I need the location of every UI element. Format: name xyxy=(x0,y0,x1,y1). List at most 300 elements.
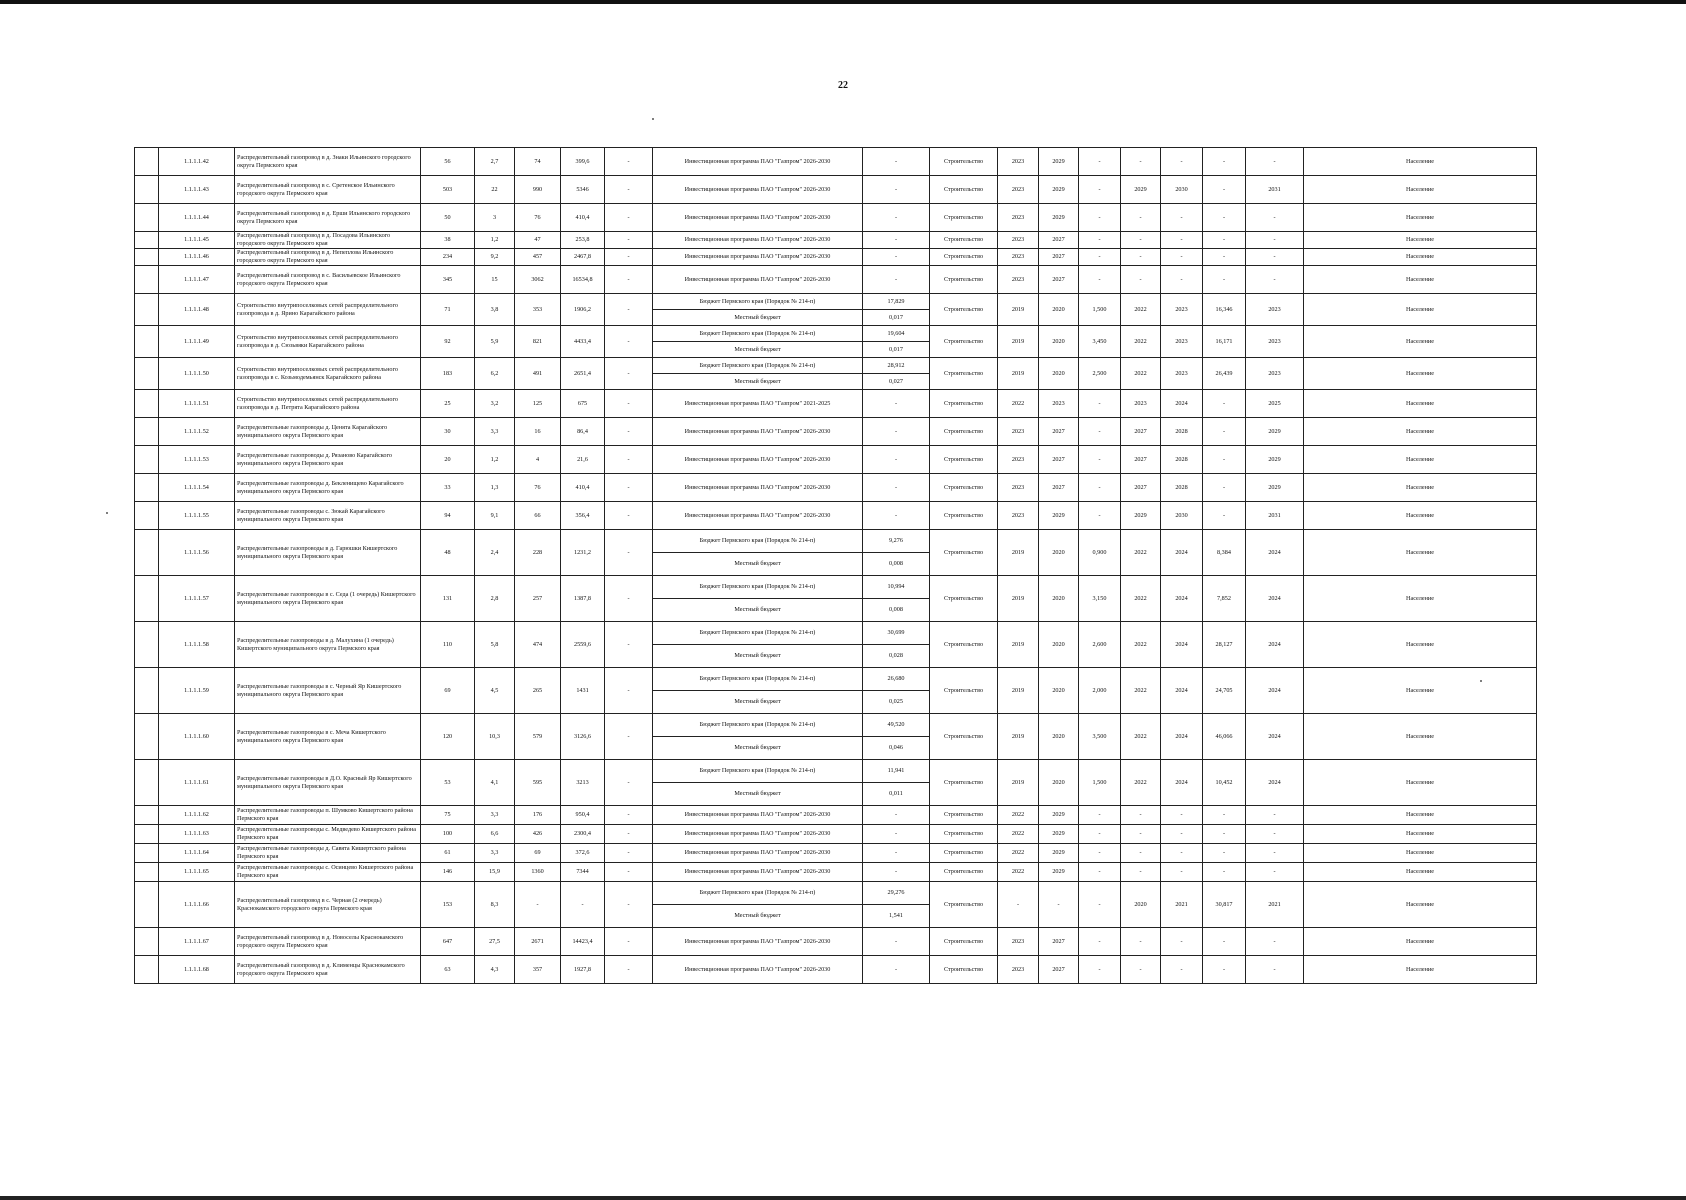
consumption-cell: 257 xyxy=(515,576,561,622)
consumption-cell: 595 xyxy=(515,760,561,806)
object-name-cell: Строительство внутрипоселковых сетей распределительного газопровода в с. Козьмодемьянск Карагайского района xyxy=(235,358,421,390)
design-funding-cell: - xyxy=(1079,176,1121,204)
cost-cell: 1431 xyxy=(561,668,605,714)
item-number-cell: 1.1.1.1.65 xyxy=(159,863,235,882)
mark-cell: - xyxy=(605,266,653,294)
construction-funding-cell: 10,452 xyxy=(1203,760,1246,806)
object-name-cell: Распределительные газопроводы в д. Гарюшки Кишертского муниципального округа Пермского края xyxy=(235,530,421,576)
construction-funding-cell: - xyxy=(1203,844,1246,863)
funding-source-cell: Бюджет Пермского края (Порядок № 214-п) xyxy=(653,760,863,783)
funding-source-cell: Инвестиционная программа ПАО "Газпром" 2026-2030 xyxy=(653,232,863,249)
length-cell: 345 xyxy=(421,266,475,294)
blank-cell xyxy=(135,294,159,326)
table-row xyxy=(135,956,1537,984)
blank-cell xyxy=(135,249,159,266)
item-number-cell: 1.1.1.1.54 xyxy=(159,474,235,502)
construction-end-year-cell: - xyxy=(1161,928,1203,956)
item-number-cell: 1.1.1.1.49 xyxy=(159,326,235,358)
pressure-cell: 3,3 xyxy=(475,418,515,446)
item-number-cell: 1.1.1.1.61 xyxy=(159,760,235,806)
funding-amount-cell: - xyxy=(863,825,930,844)
pressure-cell: 2,8 xyxy=(475,576,515,622)
cost-cell: 3126,6 xyxy=(561,714,605,760)
funding-source-cell: Бюджет Пермского края (Порядок № 214-п) xyxy=(653,622,863,645)
blank-cell xyxy=(135,760,159,806)
construction-funding-cell: 28,127 xyxy=(1203,622,1246,668)
length-cell: 234 xyxy=(421,249,475,266)
funding-amount-cell: - xyxy=(863,232,930,249)
funding-amount-cell: 28,912 xyxy=(863,358,930,374)
design-start-year-cell: - xyxy=(998,882,1039,928)
construction-funding-cell: - xyxy=(1203,176,1246,204)
commissioning-year-cell: - xyxy=(1246,148,1304,176)
design-end-year-cell: 2027 xyxy=(1039,928,1079,956)
design-start-year-cell: 2023 xyxy=(998,232,1039,249)
design-start-year-cell: 2023 xyxy=(998,249,1039,266)
construction-end-year-cell: 2030 xyxy=(1161,176,1203,204)
design-end-year-cell: 2029 xyxy=(1039,176,1079,204)
object-name-cell: Строительство внутрипоселковых сетей распределительного газопровода в д. Ярино Карагайского района xyxy=(235,294,421,326)
item-number-cell: 1.1.1.1.59 xyxy=(159,668,235,714)
funding-source-cell: Бюджет Пермского края (Порядок № 214-п) xyxy=(653,530,863,553)
consumption-cell: 3062 xyxy=(515,266,561,294)
construction-funding-cell: - xyxy=(1203,390,1246,418)
length-cell: 71 xyxy=(421,294,475,326)
table-row xyxy=(135,928,1537,956)
funding-amount-cell: - xyxy=(863,956,930,984)
cost-cell: 372,6 xyxy=(561,844,605,863)
object-name-cell: Распределительный газопровод в д. Новоселы Краснокамского городского округа Пермского края xyxy=(235,928,421,956)
consumption-cell: 176 xyxy=(515,806,561,825)
blank-cell xyxy=(135,502,159,530)
cost-cell: 399,6 xyxy=(561,148,605,176)
design-end-year-cell: 2027 xyxy=(1039,266,1079,294)
length-cell: 94 xyxy=(421,502,475,530)
funding-amount-cell: - xyxy=(863,844,930,863)
funding-source-cell: Инвестиционная программа ПАО "Газпром" 2026-2030 xyxy=(653,956,863,984)
commissioning-year-cell: - xyxy=(1246,863,1304,882)
funding-amount-cell: - xyxy=(863,266,930,294)
mark-cell: - xyxy=(605,668,653,714)
item-number-cell: 1.1.1.1.44 xyxy=(159,204,235,232)
cost-cell: 2559,6 xyxy=(561,622,605,668)
blank-cell xyxy=(135,882,159,928)
funding-amount-cell: - xyxy=(863,418,930,446)
item-number-cell: 1.1.1.1.42 xyxy=(159,148,235,176)
pressure-cell: 6,2 xyxy=(475,358,515,390)
mark-cell: - xyxy=(605,294,653,326)
work-type-cell: Строительство xyxy=(930,266,998,294)
consumption-cell: 47 xyxy=(515,232,561,249)
blank-cell xyxy=(135,148,159,176)
table-row xyxy=(135,232,1537,249)
funding-amount-cell: 0,027 xyxy=(863,374,930,390)
design-end-year-cell: 2020 xyxy=(1039,668,1079,714)
object-name-cell: Распределительные газопроводы с. Медведево Кишертского района Пермского края xyxy=(235,825,421,844)
item-number-cell: 1.1.1.1.45 xyxy=(159,232,235,249)
consumer-category-cell: Население xyxy=(1304,418,1537,446)
mark-cell: - xyxy=(605,882,653,928)
design-end-year-cell: 2029 xyxy=(1039,148,1079,176)
pressure-cell: 9,2 xyxy=(475,249,515,266)
consumption-cell: 76 xyxy=(515,204,561,232)
design-funding-cell: - xyxy=(1079,825,1121,844)
construction-funding-cell: - xyxy=(1203,863,1246,882)
construction-start-year-cell: 2022 xyxy=(1121,326,1161,358)
construction-end-year-cell: - xyxy=(1161,204,1203,232)
funding-amount-cell: - xyxy=(863,928,930,956)
pressure-cell: 5,9 xyxy=(475,326,515,358)
consumption-cell: 579 xyxy=(515,714,561,760)
consumer-category-cell: Население xyxy=(1304,844,1537,863)
table-row xyxy=(135,326,1537,342)
construction-end-year-cell: 2021 xyxy=(1161,882,1203,928)
consumer-category-cell: Население xyxy=(1304,882,1537,928)
consumer-category-cell: Население xyxy=(1304,530,1537,576)
construction-start-year-cell: 2022 xyxy=(1121,576,1161,622)
consumption-cell: 821 xyxy=(515,326,561,358)
funding-source-cell: Инвестиционная программа ПАО "Газпром" 2026-2030 xyxy=(653,418,863,446)
object-name-cell: Распределительный газопровод в с. Васильевское Ильинского городского округа Пермского края xyxy=(235,266,421,294)
design-funding-cell: - xyxy=(1079,266,1121,294)
construction-funding-cell: 46,066 xyxy=(1203,714,1246,760)
consumption-cell: 265 xyxy=(515,668,561,714)
consumer-category-cell: Население xyxy=(1304,576,1537,622)
construction-funding-cell: - xyxy=(1203,956,1246,984)
consumption-cell: 474 xyxy=(515,622,561,668)
work-type-cell: Строительство xyxy=(930,806,998,825)
consumer-category-cell: Население xyxy=(1304,502,1537,530)
mark-cell: - xyxy=(605,502,653,530)
construction-start-year-cell: 2029 xyxy=(1121,176,1161,204)
funding-source-cell: Инвестиционная программа ПАО "Газпром" 2026-2030 xyxy=(653,825,863,844)
work-type-cell: Строительство xyxy=(930,825,998,844)
blank-cell xyxy=(135,232,159,249)
design-end-year-cell: 2027 xyxy=(1039,418,1079,446)
object-name-cell: Распределительные газопроводы в с. Черный Яр Кишертского муниципального округа Пермского края xyxy=(235,668,421,714)
funding-amount-cell: 10,994 xyxy=(863,576,930,599)
consumer-category-cell: Население xyxy=(1304,390,1537,418)
design-funding-cell: - xyxy=(1079,806,1121,825)
length-cell: 92 xyxy=(421,326,475,358)
consumer-category-cell: Население xyxy=(1304,863,1537,882)
consumer-category-cell: Население xyxy=(1304,806,1537,825)
cost-cell: 675 xyxy=(561,390,605,418)
work-type-cell: Строительство xyxy=(930,844,998,863)
commissioning-year-cell: - xyxy=(1246,204,1304,232)
table-row xyxy=(135,760,1537,783)
design-start-year-cell: 2023 xyxy=(998,418,1039,446)
blank-cell xyxy=(135,956,159,984)
design-start-year-cell: 2019 xyxy=(998,622,1039,668)
design-end-year-cell: 2029 xyxy=(1039,204,1079,232)
consumer-category-cell: Население xyxy=(1304,232,1537,249)
funding-amount-cell: - xyxy=(863,502,930,530)
consumer-category-cell: Население xyxy=(1304,266,1537,294)
commissioning-year-cell: 2025 xyxy=(1246,390,1304,418)
mark-cell: - xyxy=(605,390,653,418)
design-end-year-cell: 2029 xyxy=(1039,502,1079,530)
table-row xyxy=(135,882,1537,905)
work-type-cell: Строительство xyxy=(930,622,998,668)
design-start-year-cell: 2019 xyxy=(998,714,1039,760)
design-start-year-cell: 2022 xyxy=(998,863,1039,882)
design-funding-cell: 2,500 xyxy=(1079,358,1121,390)
design-end-year-cell: 2020 xyxy=(1039,622,1079,668)
item-number-cell: 1.1.1.1.64 xyxy=(159,844,235,863)
commissioning-year-cell: 2031 xyxy=(1246,502,1304,530)
table-row xyxy=(135,576,1537,599)
funding-source-cell: Инвестиционная программа ПАО "Газпром" 2026-2030 xyxy=(653,148,863,176)
pressure-cell: 4,3 xyxy=(475,956,515,984)
object-name-cell: Распределительный газопровод в д. Непеплова Ильинского городского округа Пермского края xyxy=(235,249,421,266)
blank-cell xyxy=(135,266,159,294)
work-type-cell: Строительство xyxy=(930,956,998,984)
cost-cell: 21,6 xyxy=(561,446,605,474)
funding-source-cell: Местный бюджет xyxy=(653,310,863,326)
consumer-category-cell: Население xyxy=(1304,622,1537,668)
cost-cell: 2651,4 xyxy=(561,358,605,390)
mark-cell: - xyxy=(605,928,653,956)
work-type-cell: Строительство xyxy=(930,760,998,806)
blank-cell xyxy=(135,390,159,418)
mark-cell: - xyxy=(605,474,653,502)
length-cell: 69 xyxy=(421,668,475,714)
funding-source-cell: Местный бюджет xyxy=(653,553,863,576)
design-funding-cell: - xyxy=(1079,844,1121,863)
consumer-category-cell: Население xyxy=(1304,294,1537,326)
design-start-year-cell: 2023 xyxy=(998,176,1039,204)
design-end-year-cell: 2027 xyxy=(1039,446,1079,474)
consumer-category-cell: Население xyxy=(1304,176,1537,204)
funding-source-cell: Инвестиционная программа ПАО "Газпром" 2026-2030 xyxy=(653,474,863,502)
consumption-cell: 69 xyxy=(515,844,561,863)
blank-cell xyxy=(135,418,159,446)
length-cell: 153 xyxy=(421,882,475,928)
construction-end-year-cell: 2024 xyxy=(1161,760,1203,806)
design-start-year-cell: 2019 xyxy=(998,668,1039,714)
design-start-year-cell: 2023 xyxy=(998,502,1039,530)
item-number-cell: 1.1.1.1.68 xyxy=(159,956,235,984)
design-end-year-cell: 2020 xyxy=(1039,358,1079,390)
blank-cell xyxy=(135,326,159,358)
construction-end-year-cell: 2030 xyxy=(1161,502,1203,530)
construction-end-year-cell: 2024 xyxy=(1161,576,1203,622)
design-funding-cell: - xyxy=(1079,474,1121,502)
mark-cell: - xyxy=(605,418,653,446)
commissioning-year-cell: 2029 xyxy=(1246,418,1304,446)
table-row xyxy=(135,530,1537,553)
pressure-cell: 27,5 xyxy=(475,928,515,956)
work-type-cell: Строительство xyxy=(930,176,998,204)
consumer-category-cell: Население xyxy=(1304,204,1537,232)
commissioning-year-cell: 2023 xyxy=(1246,326,1304,358)
cost-cell: 5346 xyxy=(561,176,605,204)
funding-amount-cell: - xyxy=(863,249,930,266)
design-end-year-cell: 2020 xyxy=(1039,714,1079,760)
object-name-cell: Распределительный газопровод в д. Ерши Ильинского городского округа Пермского края xyxy=(235,204,421,232)
item-number-cell: 1.1.1.1.52 xyxy=(159,418,235,446)
consumption-cell: 66 xyxy=(515,502,561,530)
design-funding-cell: 3,450 xyxy=(1079,326,1121,358)
construction-end-year-cell: 2028 xyxy=(1161,474,1203,502)
length-cell: 75 xyxy=(421,806,475,825)
construction-start-year-cell: - xyxy=(1121,825,1161,844)
funding-amount-cell: 11,941 xyxy=(863,760,930,783)
item-number-cell: 1.1.1.1.50 xyxy=(159,358,235,390)
cost-cell: 16534,8 xyxy=(561,266,605,294)
funding-source-cell: Инвестиционная программа ПАО "Газпром" 2026-2030 xyxy=(653,204,863,232)
construction-end-year-cell: - xyxy=(1161,232,1203,249)
commissioning-year-cell: - xyxy=(1246,266,1304,294)
page-number: 22 xyxy=(838,80,848,91)
construction-start-year-cell: 2022 xyxy=(1121,530,1161,576)
cost-cell: 1927,8 xyxy=(561,956,605,984)
construction-funding-cell: - xyxy=(1203,266,1246,294)
design-start-year-cell: 2022 xyxy=(998,390,1039,418)
design-start-year-cell: 2019 xyxy=(998,358,1039,390)
design-end-year-cell: 2027 xyxy=(1039,232,1079,249)
funding-amount-cell: - xyxy=(863,446,930,474)
funding-source-cell: Местный бюджет xyxy=(653,737,863,760)
mark-cell: - xyxy=(605,806,653,825)
work-type-cell: Строительство xyxy=(930,358,998,390)
consumption-cell: 357 xyxy=(515,956,561,984)
construction-start-year-cell: 2022 xyxy=(1121,294,1161,326)
table-row xyxy=(135,806,1537,825)
funding-amount-cell: - xyxy=(863,806,930,825)
design-end-year-cell: 2027 xyxy=(1039,249,1079,266)
pressure-cell: 3,8 xyxy=(475,294,515,326)
construction-funding-cell: 24,705 xyxy=(1203,668,1246,714)
funding-amount-cell: 1,541 xyxy=(863,905,930,928)
pressure-cell: 2,4 xyxy=(475,530,515,576)
commissioning-year-cell: 2024 xyxy=(1246,622,1304,668)
scan-bottom-edge xyxy=(0,1196,1686,1200)
construction-funding-cell: 16,171 xyxy=(1203,326,1246,358)
scan-top-edge xyxy=(0,0,1686,4)
cost-cell: 4433,4 xyxy=(561,326,605,358)
funding-source-cell: Бюджет Пермского края (Порядок № 214-п) xyxy=(653,576,863,599)
construction-start-year-cell: 2022 xyxy=(1121,622,1161,668)
work-type-cell: Строительство xyxy=(930,326,998,358)
cost-cell: 356,4 xyxy=(561,502,605,530)
consumption-cell: 1360 xyxy=(515,863,561,882)
consumption-cell: 76 xyxy=(515,474,561,502)
consumption-cell: 457 xyxy=(515,249,561,266)
design-start-year-cell: 2023 xyxy=(998,446,1039,474)
design-start-year-cell: 2023 xyxy=(998,474,1039,502)
pressure-cell: 3 xyxy=(475,204,515,232)
blank-cell xyxy=(135,806,159,825)
length-cell: 50 xyxy=(421,204,475,232)
blank-cell xyxy=(135,204,159,232)
pressure-cell: 4,1 xyxy=(475,760,515,806)
consumer-category-cell: Население xyxy=(1304,760,1537,806)
pressure-cell: 15,9 xyxy=(475,863,515,882)
construction-end-year-cell: 2024 xyxy=(1161,530,1203,576)
construction-end-year-cell: 2023 xyxy=(1161,294,1203,326)
object-name-cell: Распределительные газопроводы в д. Малухина (1 очередь) Кишертского муниципального округа Пермского края xyxy=(235,622,421,668)
construction-end-year-cell: - xyxy=(1161,863,1203,882)
design-start-year-cell: 2019 xyxy=(998,530,1039,576)
design-end-year-cell: - xyxy=(1039,882,1079,928)
commissioning-year-cell: 2023 xyxy=(1246,358,1304,390)
consumer-category-cell: Население xyxy=(1304,358,1537,390)
object-name-cell: Распределительные газопроводы д. Рязаново Карагайского муниципального округа Пермского края xyxy=(235,446,421,474)
construction-funding-cell: - xyxy=(1203,474,1246,502)
design-funding-cell: 3,150 xyxy=(1079,576,1121,622)
blank-cell xyxy=(135,576,159,622)
design-start-year-cell: 2019 xyxy=(998,576,1039,622)
item-number-cell: 1.1.1.1.47 xyxy=(159,266,235,294)
design-start-year-cell: 2019 xyxy=(998,326,1039,358)
consumer-category-cell: Население xyxy=(1304,825,1537,844)
design-start-year-cell: 2023 xyxy=(998,928,1039,956)
commissioning-year-cell: - xyxy=(1246,232,1304,249)
table-row xyxy=(135,418,1537,446)
work-type-cell: Строительство xyxy=(930,502,998,530)
funding-source-cell: Инвестиционная программа ПАО "Газпром" 2026-2030 xyxy=(653,446,863,474)
funding-amount-cell: 0,008 xyxy=(863,599,930,622)
pressure-cell: 1,3 xyxy=(475,474,515,502)
commissioning-year-cell: - xyxy=(1246,844,1304,863)
construction-start-year-cell: 2020 xyxy=(1121,882,1161,928)
construction-end-year-cell: 2023 xyxy=(1161,358,1203,390)
commissioning-year-cell: 2029 xyxy=(1246,446,1304,474)
design-start-year-cell: 2023 xyxy=(998,148,1039,176)
design-start-year-cell: 2019 xyxy=(998,760,1039,806)
construction-funding-cell: 26,439 xyxy=(1203,358,1246,390)
length-cell: 503 xyxy=(421,176,475,204)
length-cell: 38 xyxy=(421,232,475,249)
cost-cell: 7344 xyxy=(561,863,605,882)
commissioning-year-cell: 2031 xyxy=(1246,176,1304,204)
commissioning-year-cell: - xyxy=(1246,825,1304,844)
cost-cell: 410,4 xyxy=(561,474,605,502)
length-cell: 131 xyxy=(421,576,475,622)
design-funding-cell: - xyxy=(1079,418,1121,446)
table-row xyxy=(135,844,1537,863)
blank-cell xyxy=(135,668,159,714)
work-type-cell: Строительство xyxy=(930,204,998,232)
item-number-cell: 1.1.1.1.66 xyxy=(159,882,235,928)
construction-funding-cell: 30,817 xyxy=(1203,882,1246,928)
design-start-year-cell: 2019 xyxy=(998,294,1039,326)
work-type-cell: Строительство xyxy=(930,714,998,760)
table-row xyxy=(135,502,1537,530)
work-type-cell: Строительство xyxy=(930,863,998,882)
design-end-year-cell: 2023 xyxy=(1039,390,1079,418)
construction-funding-cell: - xyxy=(1203,825,1246,844)
construction-end-year-cell: 2028 xyxy=(1161,418,1203,446)
length-cell: 25 xyxy=(421,390,475,418)
table-row xyxy=(135,714,1537,737)
funding-source-cell: Бюджет Пермского края (Порядок № 214-п) xyxy=(653,882,863,905)
design-end-year-cell: 2029 xyxy=(1039,806,1079,825)
construction-funding-cell: - xyxy=(1203,204,1246,232)
cost-cell: 1906,2 xyxy=(561,294,605,326)
construction-start-year-cell: 2022 xyxy=(1121,668,1161,714)
work-type-cell: Строительство xyxy=(930,446,998,474)
item-number-cell: 1.1.1.1.46 xyxy=(159,249,235,266)
design-start-year-cell: 2023 xyxy=(998,204,1039,232)
construction-start-year-cell: 2027 xyxy=(1121,446,1161,474)
blank-cell xyxy=(135,530,159,576)
length-cell: 61 xyxy=(421,844,475,863)
object-name-cell: Распределительные газопроводы с. Осинцево Кишертского района Пермского края xyxy=(235,863,421,882)
construction-end-year-cell: 2028 xyxy=(1161,446,1203,474)
